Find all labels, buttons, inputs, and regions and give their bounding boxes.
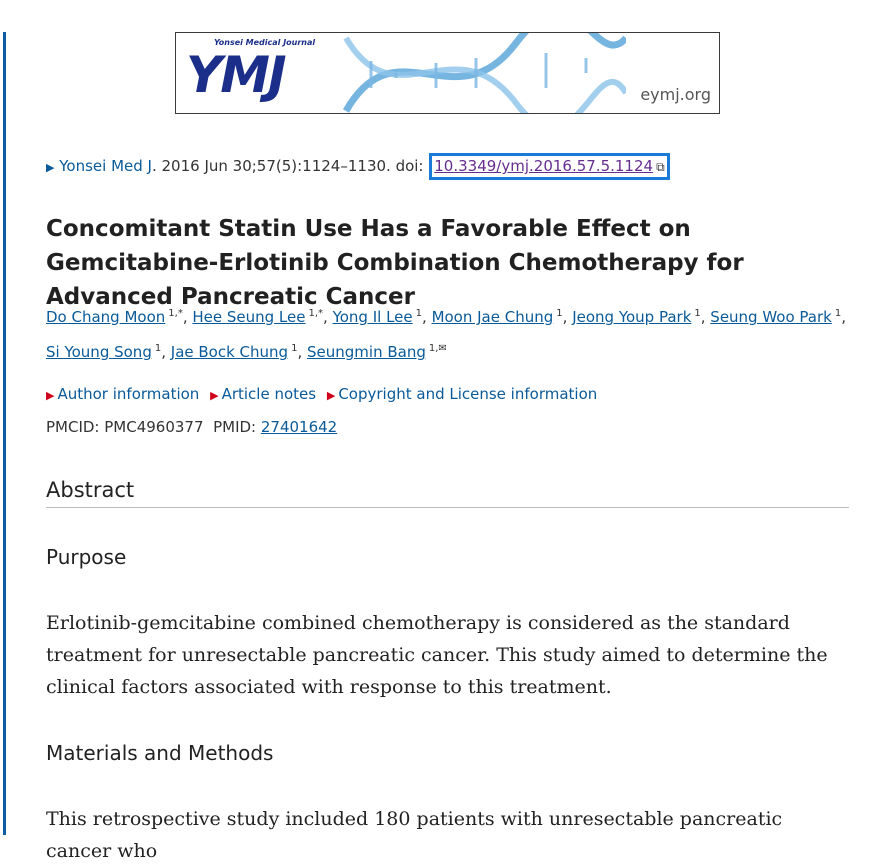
- author-affiliation: 1,*: [168, 308, 183, 319]
- expand-triangle-icon[interactable]: ▶: [326, 389, 336, 402]
- doi-link[interactable]: 10.3349/ymj.2016.57.5.1124: [434, 157, 654, 175]
- author-link[interactable]: Moon Jae Chung: [431, 308, 554, 326]
- journal-logo: YMJ: [186, 46, 285, 104]
- purpose-paragraph: Erlotinib-gemcitabine combined chemotherapy is considered as the standard treatment for unresectable pancreatic cancer. This study aimed to determine the clinical factors associated with response to this treatment.: [46, 612, 828, 698]
- pmcid: PMCID: PMC4960377: [46, 418, 204, 436]
- author-affiliation: 1: [415, 308, 423, 319]
- banner-tagline: Yonsei Medical Journal: [214, 38, 316, 47]
- author-affiliation: 1: [834, 308, 842, 319]
- banner-url: eymj.org: [640, 85, 711, 104]
- methods-paragraph: This retrospective study included 180 patients with unresectable pancreatic cancer who: [46, 808, 783, 862]
- author-link[interactable]: Yong Il Lee: [332, 308, 413, 326]
- author-link[interactable]: Hee Seung Lee: [192, 308, 306, 326]
- external-link-icon: ⧉: [656, 160, 665, 174]
- author-link[interactable]: Do Chang Moon: [46, 308, 166, 326]
- article-title: Concomitant Statin Use Has a Favorable Effect on Gemcitabine-Erlotinib Combination Chemotherapy for Advanced Pancreatic Cancer: [46, 216, 744, 310]
- author-affiliation: 1,✉: [428, 343, 447, 354]
- doi-link-focused[interactable]: [429, 153, 669, 180]
- author-affiliation: 1: [556, 308, 563, 319]
- dna-helix-icon: [336, 33, 626, 113]
- expand-triangle-icon[interactable]: ▶: [46, 161, 55, 174]
- author-link[interactable]: Jeong Youp Park: [572, 308, 692, 326]
- article-notes-toggle[interactable]: Article notes: [221, 385, 317, 403]
- author-affiliation: 1,*: [308, 308, 324, 319]
- citation-details: . 2016 Jun 30;57(5):1124–1130. doi:: [151, 157, 429, 175]
- expand-triangle-icon[interactable]: ▶: [210, 389, 219, 402]
- author-affiliation: 1: [154, 343, 162, 354]
- author-link[interactable]: Seung Woo Park: [710, 308, 832, 326]
- article-info-links: [46, 383, 603, 407]
- left-border-rule: [3, 32, 6, 835]
- author-link[interactable]: Si Young Song: [46, 343, 152, 361]
- journal-link[interactable]: Yonsei Med J: [59, 157, 152, 175]
- abstract-heading: Abstract: [46, 478, 849, 508]
- expand-triangle-icon[interactable]: ▶: [46, 389, 55, 402]
- author-affiliation: 1: [694, 308, 701, 319]
- author-list: Do Chang Moon $^{1,*}$, Hee Seung Lee $^{1,*}$, Yong Il Lee $^1$, Moon Jae Chung $^1$, Jeong Youp Park $^1$, Seung Woo Park $^1$, Si Young Song $^1$, Jae Bock Chung $^1$, Seungmin Bang $^{1,✉}$: [46, 308, 846, 361]
- pmid-label: PMID:: [213, 418, 261, 436]
- methods-heading: Materials and Methods: [46, 741, 274, 765]
- pmid-link[interactable]: 27401642: [260, 418, 338, 436]
- citation-line: [46, 153, 670, 180]
- copyright-license-toggle[interactable]: Copyright and License information: [338, 385, 598, 403]
- author-information-toggle[interactable]: Author information: [57, 385, 200, 403]
- author-affiliation: 1: [291, 343, 298, 354]
- author-link[interactable]: Seungmin Bang: [307, 343, 426, 361]
- author-link[interactable]: Jae Bock Chung: [170, 343, 289, 361]
- purpose-heading: Purpose: [46, 545, 127, 569]
- article-identifiers: [46, 416, 337, 438]
- journal-banner[interactable]: [175, 32, 720, 114]
